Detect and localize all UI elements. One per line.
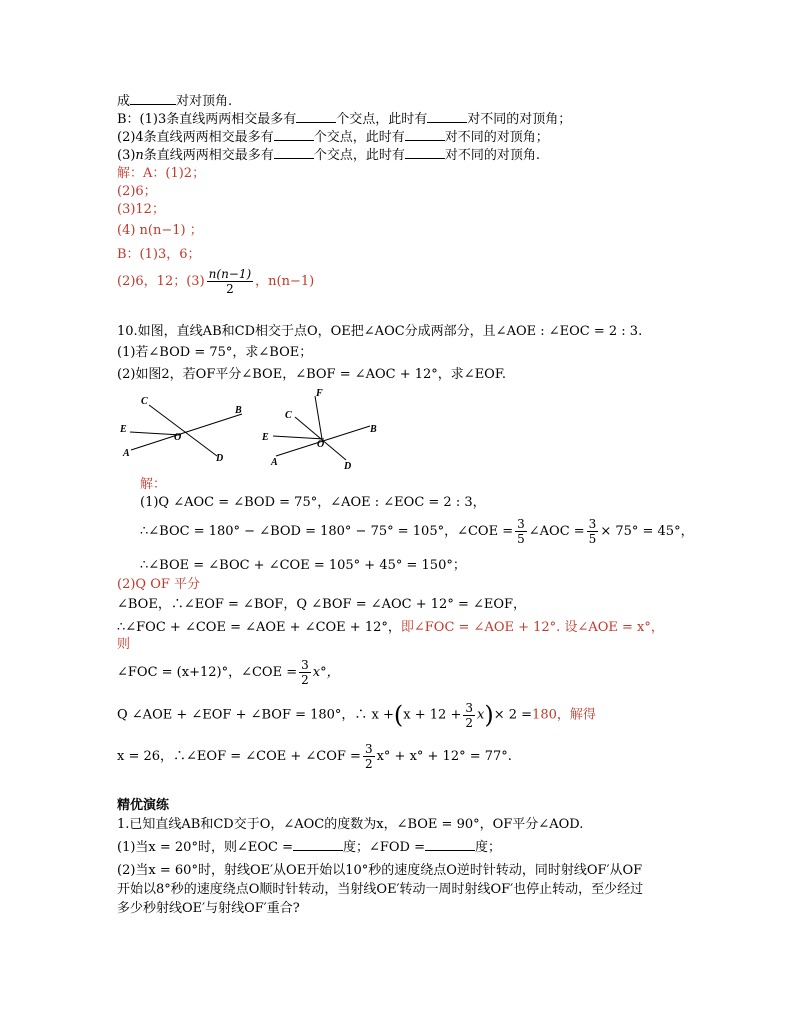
question-10-title: 10.如图，直线AB和CD相交于点O，OE把∠AOC分成两部分，且∠AOE : ∠EOC = 2 : 3. bbox=[117, 324, 643, 339]
line-1 bbox=[117, 92, 232, 111]
label-C: C bbox=[141, 396, 148, 407]
label-E: E bbox=[262, 432, 269, 443]
solution-label: 解： bbox=[140, 477, 167, 492]
text: 个交点，此时有 bbox=[336, 112, 428, 127]
answer-blank[interactable] bbox=[293, 838, 343, 851]
fraction-numerator: 3 bbox=[588, 517, 597, 531]
right-paren: ) bbox=[484, 701, 494, 729]
text: (3) bbox=[117, 148, 136, 163]
text: x bbox=[477, 707, 485, 723]
text: ∴∠FOC + ∠COE = ∠AOE + ∠COE + 12°， bbox=[117, 620, 401, 635]
label-D: D bbox=[216, 453, 224, 464]
text: ，n(n−1) bbox=[255, 274, 315, 289]
text: ∠FOC = (x+12)°，∠COE = bbox=[117, 665, 298, 680]
text: 成 bbox=[117, 94, 131, 109]
text: B：(1)3条直线两两相交最多有 bbox=[117, 112, 297, 127]
line-b2 bbox=[117, 128, 549, 147]
text: ∴∠BOC = 180° − ∠BOD = 180° − 75° = 105°，∠COE = bbox=[140, 524, 514, 539]
solution-line-7 bbox=[117, 655, 340, 691]
text: Q ∠AOE + ∠EOF + ∠BOF = 180°，∴ x + bbox=[117, 707, 394, 723]
text: 对对顶角. bbox=[176, 94, 233, 109]
answer-blank[interactable] bbox=[296, 110, 336, 123]
answer-blank[interactable] bbox=[405, 146, 445, 159]
answer-blank[interactable] bbox=[405, 128, 445, 141]
figure-1-diagram bbox=[117, 392, 247, 464]
label-A: A bbox=[123, 448, 130, 459]
fraction-numerator: 3 bbox=[517, 517, 525, 531]
figure-2-diagram bbox=[260, 388, 385, 470]
answer-a2: (2)6； bbox=[117, 184, 157, 199]
text: 条直线两两相交最多有 bbox=[143, 148, 274, 163]
line-b3 bbox=[117, 146, 540, 165]
solution-line-6 bbox=[117, 619, 664, 637]
solution-line-6-cont: 则 bbox=[117, 637, 131, 652]
answer-blank[interactable] bbox=[130, 92, 176, 105]
fraction bbox=[515, 517, 527, 546]
answer-a1: 解：A：(1)2； bbox=[117, 166, 206, 181]
label-F: F bbox=[316, 388, 323, 399]
answer-blank[interactable] bbox=[427, 110, 467, 123]
solution-line-5: ∠BOE，∴∠EOF = ∠BOF，Q ∠BOF = ∠AOC + 12° = ∠EOF， bbox=[117, 597, 527, 612]
solution-line-9 bbox=[117, 739, 512, 775]
solution-line-2 bbox=[140, 514, 694, 550]
practice-q1-part-1 bbox=[117, 838, 501, 857]
text: 对不同的对顶角； bbox=[444, 130, 549, 145]
text: ∠AOC = bbox=[528, 524, 585, 539]
text: × 75° = 45°， bbox=[600, 524, 694, 539]
text: x = 26，∴∠EOF = ∠COE + ∠COF = bbox=[117, 749, 361, 764]
text: 度；∠FOD = bbox=[342, 840, 425, 855]
text: (1)当x = 20°时，则∠EOC = bbox=[117, 840, 293, 855]
fraction-numerator: 3 bbox=[301, 658, 309, 672]
fraction bbox=[587, 517, 599, 546]
fraction-numerator: 3 bbox=[364, 742, 373, 756]
answer-blank[interactable] bbox=[274, 146, 314, 159]
text: 个交点，此时有 bbox=[313, 130, 405, 145]
text: (2)6，12；(3) bbox=[117, 274, 205, 289]
fraction bbox=[207, 267, 254, 296]
text: × 2 = bbox=[493, 707, 533, 723]
solution-line-8 bbox=[117, 695, 596, 736]
text: (2)4条直线两两相交最多有 bbox=[117, 130, 274, 145]
practice-q1-part-2-line-3: 多少秒射线OE′与射线OF′重合? bbox=[117, 901, 300, 916]
text: 对不同的对顶角； bbox=[467, 112, 572, 127]
fraction bbox=[363, 742, 375, 771]
solution-line-3: ∴∠BOE = ∠BOC + ∠COE = 105° + 45° = 150°； bbox=[140, 558, 466, 573]
fraction bbox=[463, 701, 475, 730]
answer-blank[interactable] bbox=[425, 838, 475, 851]
label-B: B bbox=[235, 405, 242, 416]
text: x° + x° + 12° = 77°. bbox=[376, 749, 512, 764]
label-O: O bbox=[317, 439, 325, 450]
label-E: E bbox=[120, 424, 127, 435]
fraction-numerator: 3 bbox=[465, 700, 473, 715]
answer-blank[interactable] bbox=[274, 128, 314, 141]
section-heading: 精优演练 bbox=[117, 798, 170, 813]
text: 即∠FOC = ∠AOE + 12°. 设∠AOE = x°， bbox=[400, 620, 664, 635]
question-10-part-2: (2)如图2，若OF平分∠BOE，∠BOF = ∠AOC + 12°，求∠EOF. bbox=[117, 367, 506, 382]
answer-a4: (4) n(n−1) ； bbox=[117, 223, 203, 238]
practice-q1-part-2-line-2: 开始以8°秒的速度绕点O顺时针转动，当射线OE′转动一周时射线OF′也停止转动，至少经过 bbox=[117, 882, 644, 897]
solution-line-1: (1)Q ∠AOC = ∠BOD = 75°，∠AOE : ∠EOC = 2 : 3， bbox=[140, 495, 486, 510]
fraction-numerator: n(n−1) bbox=[208, 267, 252, 281]
label-D: D bbox=[344, 461, 352, 470]
fraction-denominator: 5 bbox=[517, 532, 525, 546]
solution-line-4: (2)Q OF 平分 bbox=[117, 577, 201, 592]
text: 对不同的对顶角. bbox=[444, 148, 540, 163]
text: 180，解得 bbox=[532, 707, 596, 723]
answer-b2 bbox=[117, 265, 314, 299]
label-B: B bbox=[370, 424, 377, 435]
line-b1 bbox=[117, 110, 571, 129]
variable-n: n bbox=[135, 148, 144, 163]
fraction-denominator: 2 bbox=[301, 673, 309, 687]
text: x°， bbox=[312, 665, 340, 680]
answer-a3: (3)12； bbox=[117, 202, 165, 217]
text: 个交点，此时有 bbox=[313, 148, 405, 163]
text: 度； bbox=[475, 840, 502, 855]
fraction-denominator: 2 bbox=[465, 715, 473, 730]
fraction-denominator: 2 bbox=[364, 757, 373, 771]
left-paren: ( bbox=[393, 701, 404, 729]
fraction-denominator: 2 bbox=[226, 282, 234, 296]
label-C: C bbox=[285, 410, 292, 421]
fraction bbox=[299, 658, 311, 687]
fraction-denominator: 5 bbox=[588, 532, 597, 546]
text: x + 12 + bbox=[403, 707, 462, 723]
answer-b1: B：(1)3，6； bbox=[117, 247, 201, 262]
label-A: A bbox=[271, 457, 278, 468]
question-10-part-1: (1)若∠BOD = 75°，求∠BOE； bbox=[117, 345, 313, 360]
practice-q1-part-2-line-1: (2)当x = 60°时，射线OE′从OE开始以10°秒的速度绕点O逆时针转动，同时射线OF′从OF bbox=[117, 863, 643, 878]
label-O: O bbox=[174, 432, 182, 443]
practice-question-1: 1.已知直线AB和CD交于O，∠AOC的度数为x，∠BOE = 90°，OF平分∠AOD. bbox=[117, 817, 584, 832]
